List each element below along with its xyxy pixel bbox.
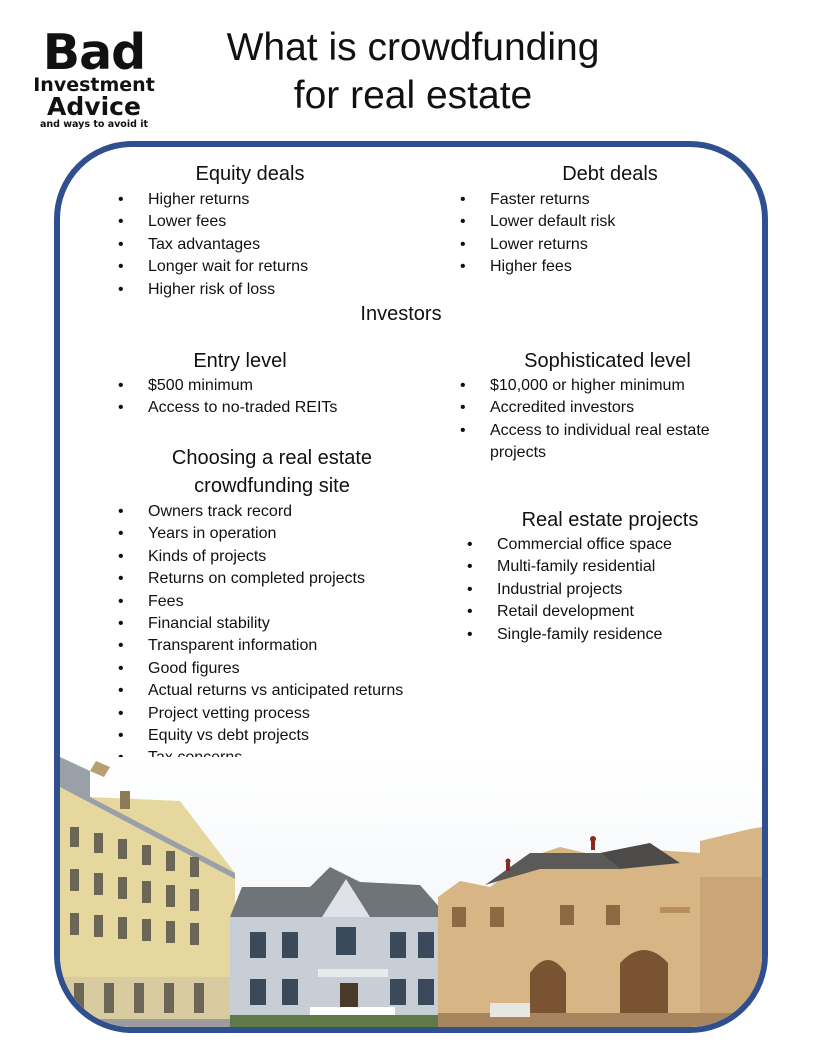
logo-line-bad: Bad	[42, 24, 146, 81]
list-item: • Good figures	[118, 658, 448, 680]
entry-level-heading: Entry level	[193, 350, 287, 372]
list-item: • Higher risk of loss	[118, 279, 418, 301]
list-item: • Single-family residence	[467, 624, 737, 646]
list-item: • Industrial projects	[467, 579, 737, 601]
choosing-site-heading	[132, 444, 412, 500]
list-item: • $500 minimum	[118, 375, 418, 397]
list-item: • Fees	[118, 591, 448, 613]
list-item: • Access to individual real estate projects	[460, 420, 740, 465]
real-estate-projects-heading: Real estate projects	[521, 509, 699, 531]
list-item: • Access to no-traded REITs	[118, 397, 418, 419]
equity-deals-list	[118, 189, 418, 301]
sophisticated-level-list	[460, 375, 740, 465]
logo-line-investment: Investment	[33, 74, 155, 96]
list-item: • Multi-family residential	[467, 556, 737, 578]
list-item: • $10,000 or higher minimum	[460, 375, 740, 397]
list-item: • Faster returns	[460, 189, 750, 211]
page-title-line-2: for real estate	[293, 74, 533, 117]
list-item: • Financial stability	[118, 613, 448, 635]
page-title	[170, 24, 656, 120]
list-item: • Owners track record	[118, 501, 448, 523]
logo-tagline: and ways to avoid it	[40, 119, 148, 130]
list-item: • Lower default risk	[460, 211, 750, 233]
suburban-house	[230, 867, 448, 1027]
logo	[32, 24, 156, 131]
debt-deals-list	[460, 189, 750, 279]
list-item: • Lower returns	[460, 234, 750, 256]
list-item: • Accredited investors	[460, 397, 740, 419]
debt-deals-heading: Debt deals	[562, 163, 658, 185]
sophisticated-level-heading: Sophisticated level	[524, 350, 691, 372]
choosing-site-heading-line-2: crowdfunding site	[194, 475, 350, 497]
content-frame	[54, 141, 768, 1033]
entry-level-list	[118, 375, 418, 420]
list-item: • Actual returns vs anticipated returns	[118, 680, 448, 702]
list-item: • Years in operation	[118, 523, 448, 545]
list-item: • Returns on completed projects	[118, 568, 448, 590]
page-title-line-1: What is crowdfunding	[226, 26, 600, 69]
choosing-site-heading-line-1: Choosing a real estate	[171, 447, 373, 469]
equity-deals-heading: Equity deals	[195, 163, 305, 185]
logo-line-advice: Advice	[47, 92, 141, 121]
list-item: • Project vetting process	[118, 703, 448, 725]
list-item: • Equity vs debt projects	[118, 725, 448, 747]
list-item: • Lower fees	[118, 211, 418, 233]
list-item: • Retail development	[467, 601, 737, 623]
list-item: • Tax advantages	[118, 234, 418, 256]
list-item: • Commercial office space	[467, 534, 737, 556]
real-estate-projects-list	[467, 534, 737, 646]
list-item: • Higher fees	[460, 256, 750, 278]
real-estate-photo	[60, 757, 762, 1027]
list-item: • Kinds of projects	[118, 546, 448, 568]
list-item: • Transparent information	[118, 635, 448, 657]
choosing-site-list	[118, 501, 448, 792]
list-item: • Longer wait for returns	[118, 256, 418, 278]
investors-heading: Investors	[360, 303, 442, 325]
list-item: • Higher returns	[118, 189, 418, 211]
